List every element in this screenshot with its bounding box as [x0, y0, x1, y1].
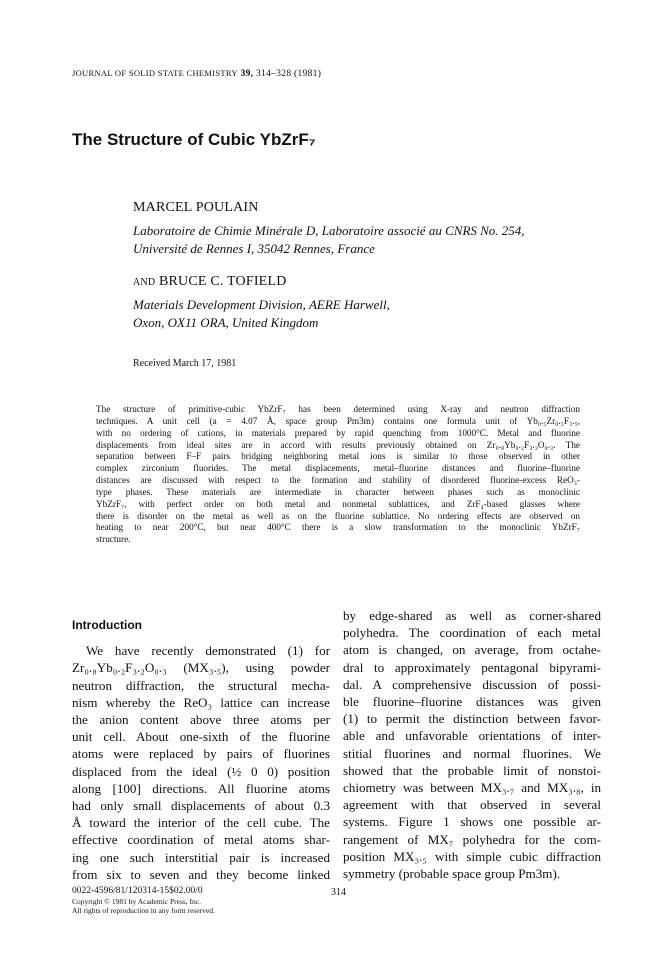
body-line: nism whereby the ReO₃ lattice can increase	[72, 694, 330, 710]
body-line: unit cell. About one-sixth of the fluorine	[72, 729, 330, 745]
abstract-line: heating to near 200°C, but near 400°C there is a slow transformation to the monoclinic YbZrF₇	[96, 522, 580, 533]
body-line: agreement with that observed in several	[343, 797, 601, 813]
author-1-affiliation	[133, 222, 525, 258]
abstract-line: techniques. A unit cell (a = 4.07 Å, space group Pm3m) contains one formula unit of Yb₀.₅Zr₀.₅F₃.₅,	[96, 415, 580, 426]
abstract-line: YbZrF₇, with perfect order on both metal and nonmetal sublattices, and ZrF₄-based glasses where	[96, 498, 580, 509]
abstract-line: with no ordering of cations, in materials prepared by rapid quenching from 1000°C. Metal and fluorine	[96, 427, 580, 438]
body-line: displaced from the ideal (½ 0 0) position	[72, 763, 330, 779]
left-column	[72, 603, 330, 883]
body-line: from six to seven and they become linked	[72, 866, 330, 882]
abstract-line: The structure of primitive-cubic YbZrF₇ has been determined using X-ray and neutron diffraction	[96, 404, 580, 414]
affiliation-line: Materials Development Division, AERE Harwell,	[133, 297, 390, 312]
body-line: effective coordination of metal atoms shar-	[72, 832, 330, 848]
affiliation-line: Université de Rennes I, 35042 Rennes, France	[133, 241, 375, 256]
body-line: Å toward the interior of the cell cube. The	[72, 815, 330, 831]
abstract	[96, 404, 580, 546]
journal-header	[72, 68, 321, 79]
abstract-line: there is disorder on the metal as well as on the fluorine sublattice. No ordering effects are observed on	[96, 510, 580, 521]
body-line: atom is changed, on average, from octahe-	[343, 642, 601, 658]
journal-name: JOURNAL OF SOLID STATE CHEMISTRY	[72, 68, 238, 78]
abstract-line: displacements from ideal sites are in accord with results previously obtained on Zr₀.₈Yb₀.₂F₃.₂O₀.₃. The	[96, 439, 580, 450]
abstract-line: separation between F–F pairs bridging neighboring metal ions is similar to those observed in other	[96, 451, 580, 462]
author-2	[133, 274, 287, 290]
body-line: atoms were replaced by pairs of fluorines	[72, 746, 330, 762]
abstract-line: structure.	[96, 534, 131, 545]
body-line: had only small displacements of about 0.3	[72, 798, 330, 814]
body-line: the anion content above three atoms per	[72, 712, 330, 728]
section-heading-introduction: Introduction	[72, 618, 142, 632]
author-2-name: BRUCE C. TOFIELD	[158, 274, 287, 289]
body-line: chiometry was between MX₃.₇ and MX₃.₈, in	[343, 780, 601, 796]
footer-rights: All rights of reproduction in any form reserved.	[72, 906, 215, 915]
footer-copyright: Copyright © 1981 by Academic Press, Inc.	[72, 896, 202, 906]
journal-pages: 314–328 (1981)	[256, 69, 322, 79]
body-line: ing one such interstitial pair is increased	[72, 849, 330, 865]
author-1-name: MARCEL POULAIN	[133, 200, 259, 215]
body-line: stitial fluorines and normal fluorines. We	[343, 745, 601, 761]
abstract-line: distances are discussed with respect to the formation and stability of disordered fluorine-excess ReO₃-	[96, 475, 580, 486]
author-2-affiliation	[133, 296, 390, 332]
paper-title: The Structure of Cubic YbZrF₇	[72, 130, 316, 149]
affiliation-line: Oxon, OX11 ORA, United Kingdom	[133, 315, 319, 330]
received-date: Received March 17, 1981	[133, 358, 237, 369]
body-line: dral to approximately pentagonal bipyrami-	[343, 659, 601, 675]
journal-volume: 39,	[240, 69, 254, 79]
body-line: along [100] directions. All fluorine atoms	[72, 780, 330, 796]
right-column	[343, 607, 601, 882]
body-line: ble fluorine–fluorine distances was given	[343, 694, 601, 710]
affiliation-line: Laboratoire de Chimie Minérale D, Laboratoire associé au CNRS No. 254,	[133, 223, 525, 238]
author-conjunction: AND	[133, 277, 156, 288]
abstract-line: type phases. These materials are intermediate in character between phases such as monoclinic	[96, 486, 580, 497]
footer	[72, 887, 215, 916]
body-line: position MX₃.₅ with simple cubic diffraction	[343, 848, 601, 864]
abstract-line: complex zirconium fluorides. The metal displacements, metal–fluorine distances and fluorine–fluorine	[96, 463, 580, 474]
body-line: Zr₀.₈Yb₀.₂F₃.₂O₀.₃ (MX₃.₅), using powder	[72, 660, 330, 676]
body-line: able and unfavorable orientations of inter-	[343, 728, 601, 744]
body-line: systems. Figure 1 shows one possible ar-	[343, 814, 601, 830]
page-number: 314	[331, 887, 346, 898]
body-line: symmetry (probable space group Pm3m).	[343, 866, 561, 882]
body-line: showed that the probable limit of nonstoi-	[343, 762, 601, 778]
body-line: by edge-shared as well as corner-shared	[343, 608, 601, 623]
body-line: polyhedra. The coordination of each metal	[343, 625, 601, 641]
body-line: (1) to permit the distinction between favor-	[343, 711, 601, 727]
footer-code: 0022-4596/81/120314-15$02.00/0	[72, 886, 203, 896]
body-line: neutron diffraction, the structural mecha-	[72, 677, 330, 693]
body-line: We have recently demonstrated (1) for	[86, 643, 330, 659]
body-line: dal. A comprehensive discussion of possi-	[343, 676, 601, 692]
body-line: rangement of MX₇ polyhedra for the com-	[343, 831, 601, 847]
